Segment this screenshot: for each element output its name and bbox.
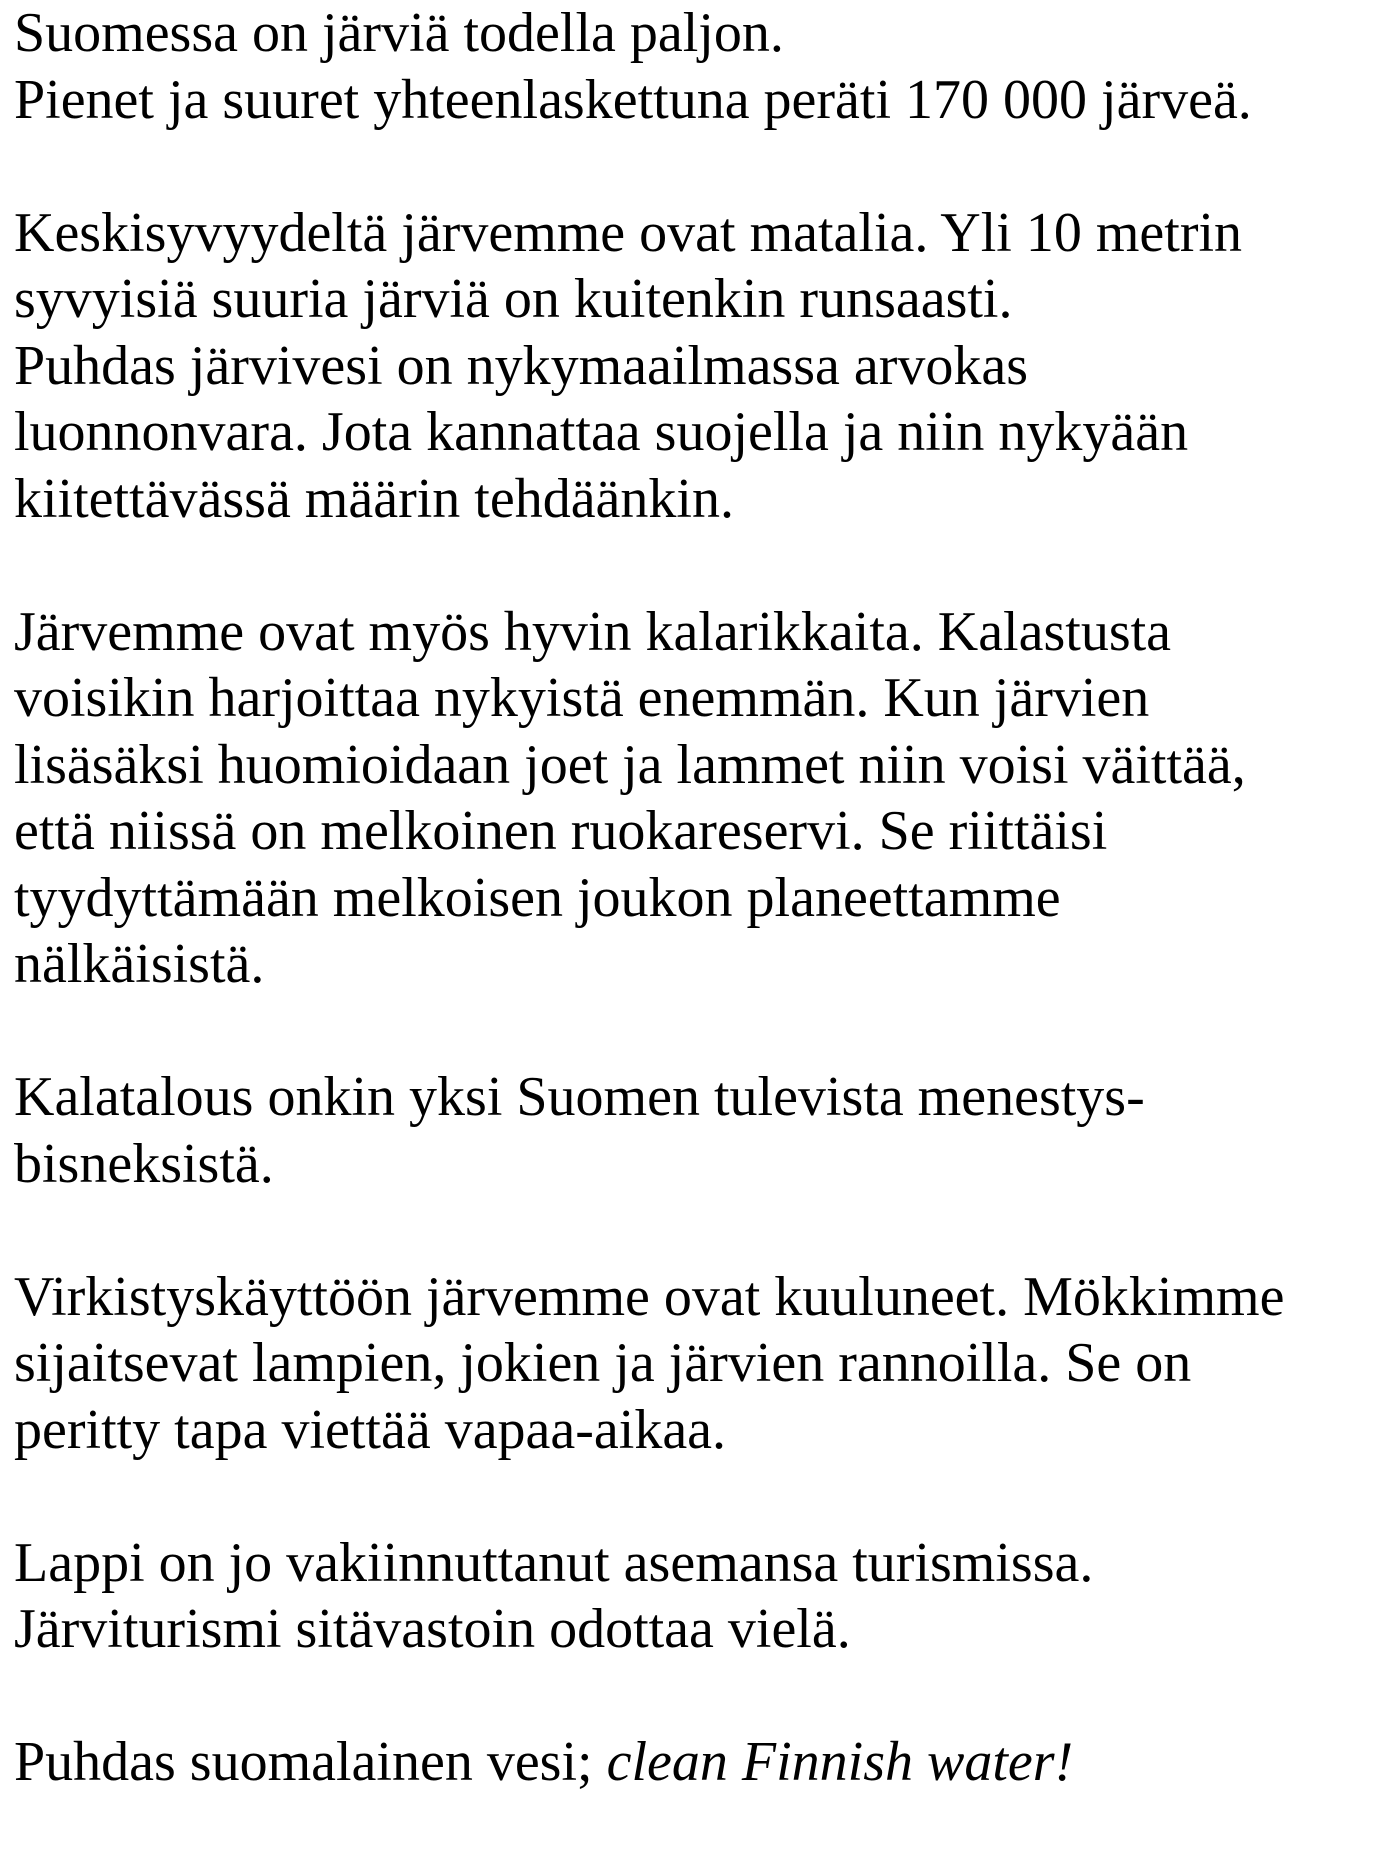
document-body: [14, 0, 1384, 1862]
paragraph-lakes-count: [14, 0, 1384, 133]
text-line: sijaitsevat lampien, jokien ja järvien rannoilla. Se on: [14, 1332, 1192, 1394]
text-line: Pienet ja suuret yhteenlaskettuna peräti 170 000 järveä.: [14, 68, 1252, 131]
text-line: Lappi on jo vakiinnuttanut asemansa turismissa.: [14, 1531, 1094, 1594]
text-line: Järviturismi sitävastoin odottaa vielä.: [14, 1598, 851, 1660]
closing-line: [14, 1729, 1384, 1796]
text-line: peritty tapa viettää vapaa-aikaa.: [14, 1398, 727, 1461]
paragraph-tourism: [14, 1530, 1384, 1663]
text-line: Virkistyskäyttöön järvemme ovat kuuluneet. Mökkimme: [14, 1265, 1285, 1328]
text-line: bisneksistä.: [14, 1132, 274, 1195]
paragraph-fishing: [14, 599, 1384, 998]
text-line: kiitettävässä määrin tehdäänkin.: [14, 467, 734, 530]
text-line: luonnonvara. Jota kannattaa suojella ja niin nykyään: [14, 401, 1189, 463]
text-line: syvyisiä suuria järviä on kuitenkin runsaasti.: [14, 268, 1013, 330]
closing-italic-text: clean Finnish water!: [606, 1731, 1074, 1793]
text-line: voisikin harjoittaa nykyistä enemmän. Kun järvien: [14, 667, 1150, 729]
text-line: Keskisyvyydeltä järvemme ovat matalia. Yli 10 metrin: [14, 201, 1243, 264]
text-line: että niissä on melkoinen ruokareservi. Se riittäisi: [14, 800, 1108, 862]
text-line: Puhdas järvivesi on nykymaailmassa arvokas: [14, 334, 1029, 397]
text-line: Järvemme ovat myös hyvin kalarikkaita. Kalastusta: [14, 600, 1172, 663]
paragraph-lake-depth: [14, 200, 1384, 533]
paragraph-fish-economy: [14, 1064, 1384, 1197]
text-line: tyydyttämään melkoisen joukon planeettamme: [14, 866, 1061, 929]
closing-plain-text: Puhdas suomalainen vesi;: [14, 1731, 607, 1793]
text-line: Suomessa on järviä todella paljon.: [14, 2, 784, 64]
text-line: Kalatalous onkin yksi Suomen tulevista menestys-: [14, 1066, 1145, 1128]
paragraph-recreation: [14, 1264, 1384, 1464]
text-line: lisäsäksi huomioidaan joet ja lammet niin voisi väittää,: [14, 733, 1246, 796]
text-line: nälkäisistä.: [14, 933, 265, 995]
closing-text: [14, 1729, 1384, 1796]
